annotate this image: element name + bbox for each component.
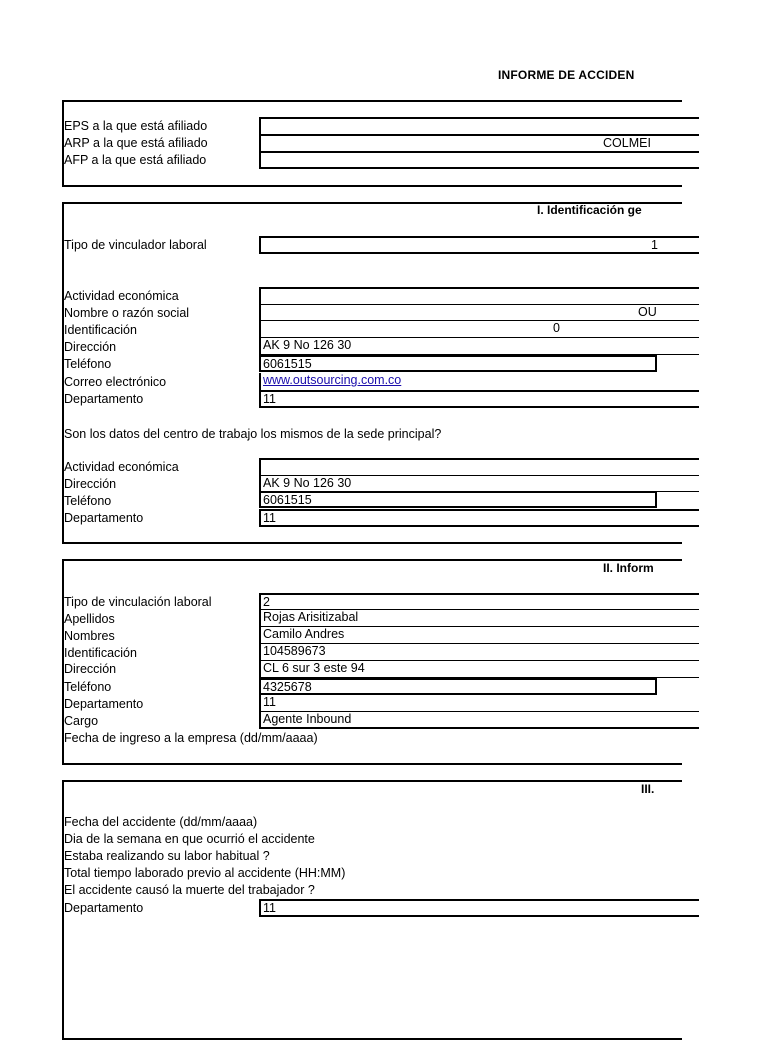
afp-label: AFP a la que está afiliado [64, 153, 207, 167]
eps-label: EPS a la que está afiliado [64, 119, 208, 133]
centro-telefono-label: Teléfono [64, 494, 112, 508]
tipo-vinculador-field[interactable] [259, 236, 699, 254]
centro-direccion-label: Dirección [64, 477, 117, 491]
accidente-departamento-field[interactable]: 11 [259, 899, 699, 917]
accidente-departamento-label: Departamento [64, 901, 144, 915]
centro-telefono-field[interactable]: 6061515 [259, 491, 657, 508]
centro-actividad-field[interactable] [259, 458, 699, 476]
centro-direccion-field[interactable]: AK 9 No 126 30 [259, 475, 699, 492]
tipo-vinculacion-field[interactable]: 2 [259, 593, 699, 610]
nombres-field[interactable]: Camilo Andres [259, 627, 699, 644]
section-1-heading: I. Identificación ge [537, 203, 642, 217]
fecha-accidente-label: Fecha del accidente (dd/mm/aaaa) [64, 815, 258, 829]
section-2-heading: II. Inform [603, 561, 654, 575]
trabajador-identificacion-label: Identificación [64, 646, 137, 660]
actividad-economica-field[interactable] [259, 287, 699, 305]
tiempo-laborado-label: Total tiempo laborado previo al accidente (HH:MM) [64, 866, 346, 880]
nombre-razon-social-field[interactable] [259, 304, 699, 321]
correo-link[interactable]: www.outsourcing.com.co [263, 373, 402, 387]
arp-field[interactable] [259, 134, 699, 152]
labor-habitual-label: Estaba realizando su labor habitual ? [64, 849, 270, 863]
actividad-economica-label: Actividad económica [64, 289, 179, 303]
telefono-field[interactable]: 6061515 [259, 355, 657, 372]
tipo-vinculacion-label: Tipo de vinculación laboral [64, 595, 212, 609]
cargo-field[interactable]: Agente Inbound [259, 712, 699, 729]
trabajador-departamento-field[interactable]: 11 [259, 695, 699, 712]
apellidos-field[interactable]: Rojas Arisitizabal [259, 610, 699, 627]
pregunta-centro-trabajo: Son los datos del centro de trabajo los mismos de la sede principal? [64, 427, 442, 441]
tipo-vinculador-label: Tipo de vinculador laboral [64, 238, 207, 252]
departamento-field[interactable]: 11 [259, 390, 699, 408]
trabajador-identificacion-field[interactable]: 104589673 [259, 644, 699, 661]
fecha-ingreso-label: Fecha de ingreso a la empresa (dd/mm/aaaa) [64, 731, 318, 745]
centro-departamento-field[interactable]: 11 [259, 509, 699, 527]
telefono-label: Teléfono [64, 357, 112, 371]
trabajador-direccion-field[interactable]: CL 6 sur 3 este 94 [259, 661, 699, 678]
nombre-razon-social-value: OU [638, 305, 657, 319]
trabajador-telefono-field[interactable]: 4325678 [259, 678, 657, 695]
trabajador-direccion-label: Dirección [64, 662, 117, 676]
departamento-label: Departamento [64, 392, 144, 406]
dia-semana-label: Dia de la semana en que ocurrió el accidente [64, 832, 315, 846]
identificacion-label: Identificación [64, 323, 137, 337]
cargo-label: Cargo [64, 714, 99, 728]
direccion-label: Dirección [64, 340, 117, 354]
afp-field[interactable] [259, 151, 699, 169]
trabajador-telefono-label: Teléfono [64, 680, 112, 694]
arp-label: ARP a la que está afiliado [64, 136, 208, 150]
correo-field[interactable] [259, 373, 699, 390]
arp-value: COLMEI [603, 136, 651, 150]
nombres-label: Nombres [64, 629, 115, 643]
centro-departamento-label: Departamento [64, 511, 144, 525]
direccion-field[interactable]: AK 9 No 126 30 [259, 338, 699, 355]
trabajador-departamento-label: Departamento [64, 697, 144, 711]
identificacion-field[interactable] [259, 321, 699, 338]
apellidos-label: Apellidos [64, 612, 115, 626]
section-3-heading: III. [641, 782, 655, 796]
identificacion-value: 0 [553, 321, 560, 335]
centro-actividad-label: Actividad económica [64, 460, 179, 474]
muerte-trabajador-label: El accidente causó la muerte del trabajador ? [64, 883, 315, 897]
correo-label: Correo electrónico [64, 375, 167, 389]
nombre-razon-social-label: Nombre o razón social [64, 306, 190, 320]
eps-field[interactable] [259, 117, 699, 135]
report-title: INFORME DE ACCIDEN [498, 68, 635, 82]
tipo-vinculador-value: 1 [651, 238, 658, 252]
